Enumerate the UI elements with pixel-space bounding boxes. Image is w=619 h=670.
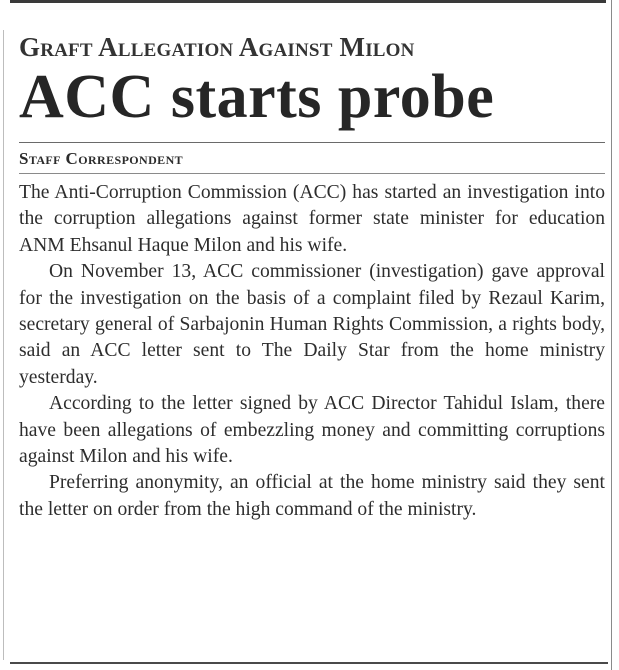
left-column-rule	[3, 30, 4, 660]
article-headline: ACC starts probe	[19, 63, 495, 131]
news-article	[19, 30, 607, 523]
article-paragraph: The Anti-Corruption Commission (ACC) has started an investigation into the corruption allegations against former state minister for education ANM Ehsanul Haque Milon and his wife.	[19, 182, 605, 256]
article-body	[19, 180, 605, 523]
article-paragraph: According to the letter signed by ACC Director Tahidul Islam, there have been allegations of embezzling money and committing corruptions against Milon and his wife.	[19, 393, 605, 468]
byline-top-rule	[19, 142, 605, 143]
article-kicker: Graft Allegation Against Milon	[19, 32, 415, 62]
article-paragraph: On November 13, ACC commissioner (investigation) gave approval for the investigation on the basis of a complaint filed by Rezaul Karim, secretary general of Sarbajonin Human Rights Commission, a rights body, said an ACC letter sent to The Daily Star from the home ministry yesterday.	[19, 261, 605, 388]
right-column-rule	[611, 0, 612, 670]
top-border-rule	[10, 0, 606, 3]
article-paragraph: Preferring anonymity, an official at the home ministry said they sent the letter on order from the high command of the ministry.	[19, 472, 605, 520]
bottom-border-rule	[10, 662, 608, 664]
article-byline: Staff Correspondent	[19, 149, 184, 168]
byline-bottom-rule	[19, 173, 605, 174]
